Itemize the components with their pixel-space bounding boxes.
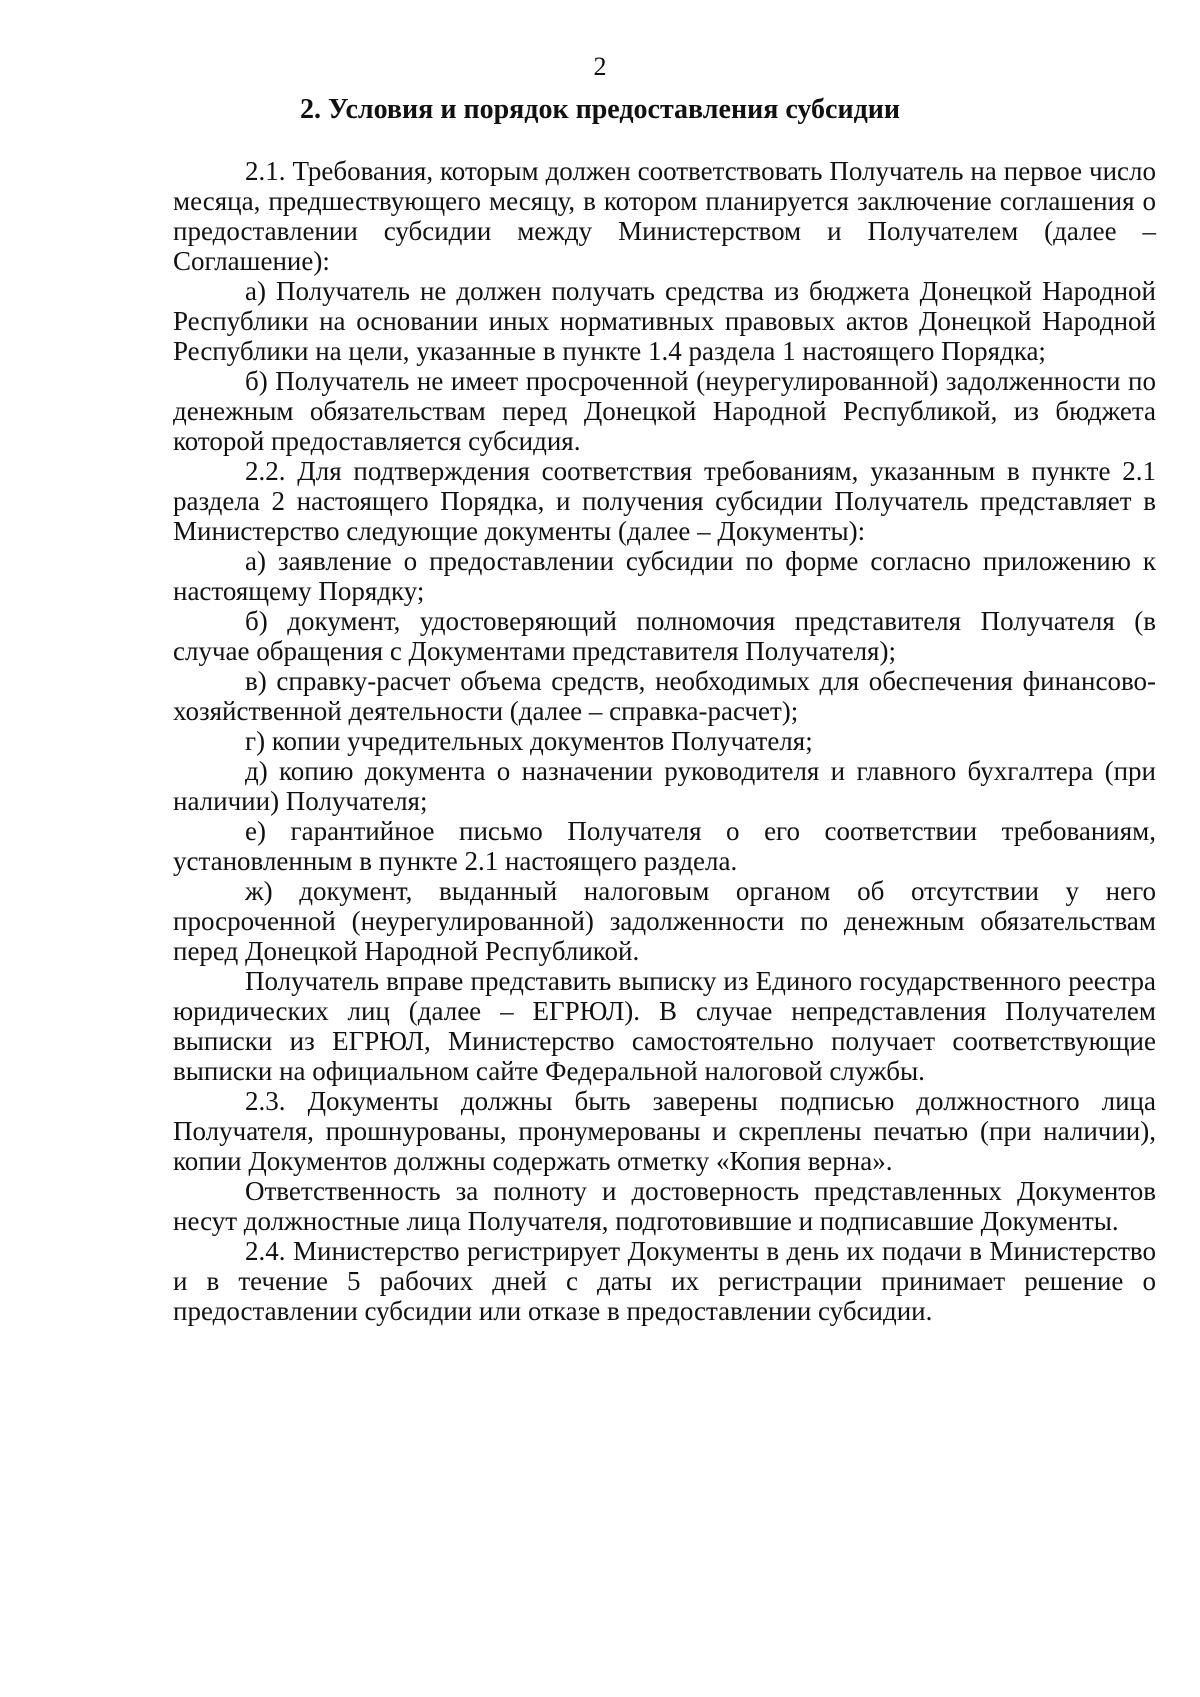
paragraph-2-1: 2.1. Требования, которым должен соответствовать Получатель на первое число месяца, предшествующего месяцу, в котором планируется заключение соглашения о предоставлении субсидии между Министерством и Получателем (далее – Соглашение): (173, 156, 1156, 276)
paragraph-2-2-g: г) копии учредительных документов Получателя; (245, 726, 813, 756)
paragraph-2-2-a: а) заявление о предоставлении субсидии по форме согласно приложению к настоящему Порядку; (173, 546, 1156, 606)
paragraph-2-4: 2.4. Министерство регистрирует Документы в день их подачи в Министерство и в течение 5 рабочих дней с даты их регистрации принимает решение о предоставлении субсидии или отказе в предоставлении субсидии. (173, 1236, 1156, 1326)
paragraph-2-1-b: б) Получатель не имеет просроченной (неурегулированной) задолженности по денежным обязательствам перед Донецкой Народной Республикой, из бюджета которой предоставляется субсидия. (173, 366, 1156, 456)
page-number: 2 (593, 52, 607, 81)
paragraph-2-2-b: б) документ, удостоверяющий полномочия представителя Получателя (в случае обращения с Документами представителя Получателя); (173, 606, 1156, 666)
paragraph-2-2: 2.2. Для подтверждения соответствия требованиям, указанным в пункте 2.1 раздела 2 настоящего Порядка, и получения субсидии Получатель представляет в Министерство следующие документы (далее – Документы): (173, 456, 1156, 546)
paragraph-egrul-note: Получатель вправе представить выписку из Единого государственного реестра юридических лиц (далее – ЕГРЮЛ). В случае непредставления Получателем выписки из ЕГРЮЛ, Министерство самостоятельно получает соответствующие выписки на официальном сайте Федеральной налоговой службы. (173, 966, 1156, 1086)
paragraph-responsibility: Ответственность за полноту и достоверность представленных Документов несут должностные лица Получателя, подготовившие и подписавшие Документы. (173, 1176, 1156, 1236)
section-title: 2. Условия и порядок предоставления субсидии (299, 94, 901, 125)
paragraph-2-1-a: а) Получатель не должен получать средства из бюджета Донецкой Народной Республики на основании иных нормативных правовых актов Донецкой Народной Республики на цели, указанные в пункте 1.4 раздела 1 настоящего Порядка; (173, 276, 1156, 366)
paragraph-2-2-v: в) справку-расчет объема средств, необходимых для обеспечения финансово-хозяйственной деятельности (далее – справка-расчет); (173, 666, 1156, 726)
paragraph-2-3: 2.3. Документы должны быть заверены подписью должностного лица Получателя, прошнурованы, пронумерованы и скреплены печатью (при наличии), копии Документов должны содержать отметку «Копия верна». (173, 1086, 1156, 1176)
paragraph-2-2-e: е) гарантийное письмо Получателя о его соответствии требованиям, установленным в пункте 2.1 настоящего раздела. (173, 816, 1156, 876)
paragraph-2-2-zh: ж) документ, выданный налоговым органом об отсутствии у него просроченной (неурегулированной) задолженности по денежным обязательствам перед Донецкой Народной Республикой. (173, 876, 1156, 966)
document-body (173, 156, 1156, 1326)
paragraph-2-2-d: д) копию документа о назначении руководителя и главного бухгалтера (при наличии) Получателя; (173, 756, 1156, 816)
